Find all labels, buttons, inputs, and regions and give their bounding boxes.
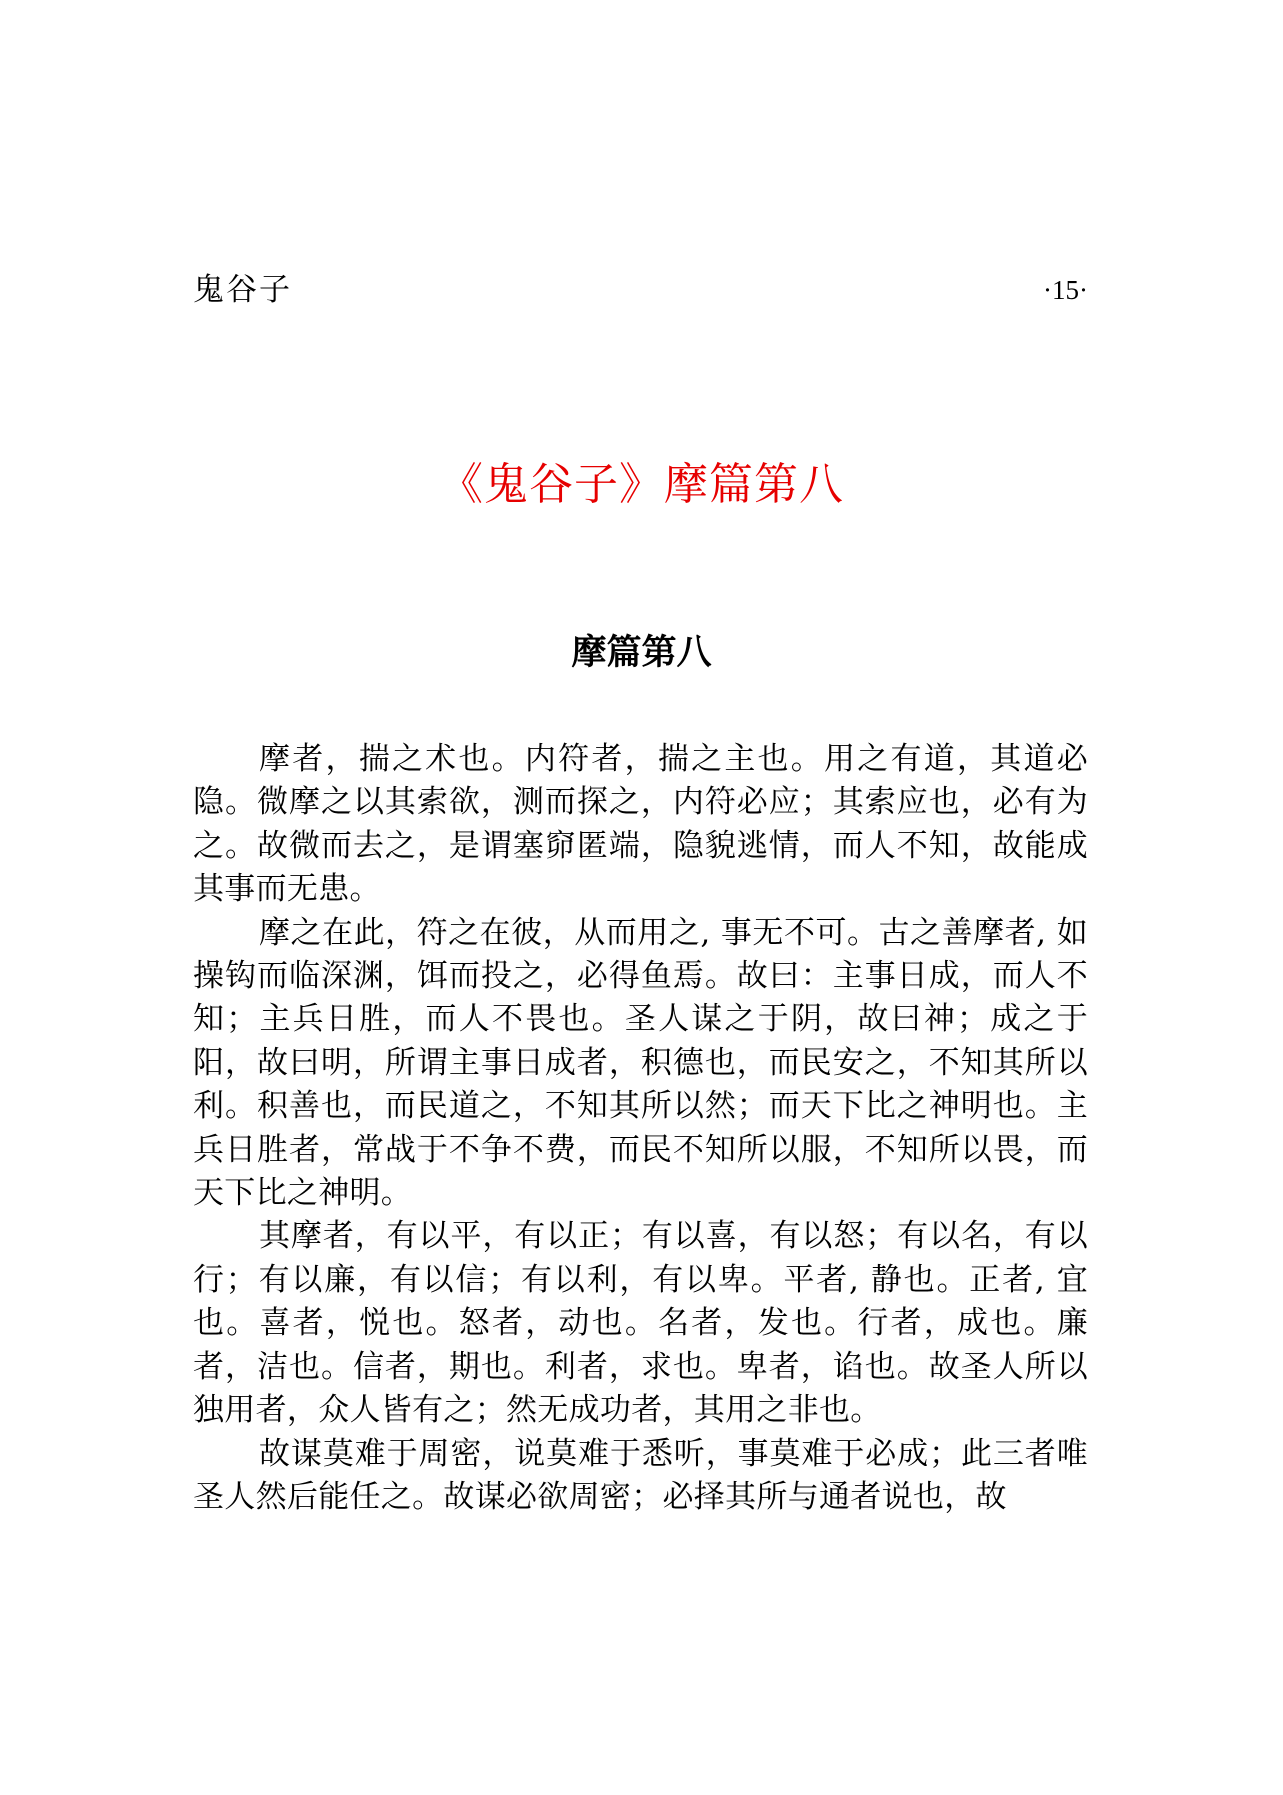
chapter-title: 《鬼谷子》摩篇第八 (439, 459, 844, 510)
paragraph-4: 故谋莫难于周密，说莫难于悉听，事莫难于必成；此三者唯圣人然后能任之。故谋必欲周密；必择其所与通者说也，故 (193, 1435, 1088, 1515)
page-number: ·15· (1043, 275, 1088, 305)
running-header (193, 270, 1088, 310)
book-name: 鬼谷子 (193, 272, 292, 308)
section-title: 摩篇第八 (571, 633, 712, 673)
paragraph-3: 其摩者，有以平，有以正；有以喜，有以怒；有以名，有以行；有以廉，有以信；有以利，有以卑。平者, 静也。正者, 宜也。喜者，悦也。怒者，动也。名者，发也。行者，成也。廉者，洁也。信者，期也。利者，求也。卑者，谄也。故圣人所以独用者，众人皆有之；然无成功者，其用之非也。 (193, 1218, 1088, 1429)
paragraph-2: 摩之在此，符之在彼，从而用之, 事无不可。古之善摩者, 如操钩而临深渊，饵而投之，必得鱼焉。故曰：主事日成，而人不知；主兵日胜，而人不畏也。圣人谋之于阴，故曰神；成之于阳，故曰明，所谓主事日成者，积德也，而民安之，不知其所以利。积善也，而民道之，不知其所以然；而天下比之神明也。主兵日胜者，常战于不争不费，而民不知所以服，不知所以畏，而天下比之神明。 (193, 914, 1088, 1212)
body-text (193, 738, 1088, 1519)
paragraph-1: 摩者，揣之术也。内符者，揣之主也。用之有道，其道必隐。微摩之以其索欲，测而探之，内符必应；其索应也，必有为之。故微而去之，是谓塞窌匿端，隐貌逃情，而人不知，故能成其事而无患。 (193, 741, 1088, 908)
